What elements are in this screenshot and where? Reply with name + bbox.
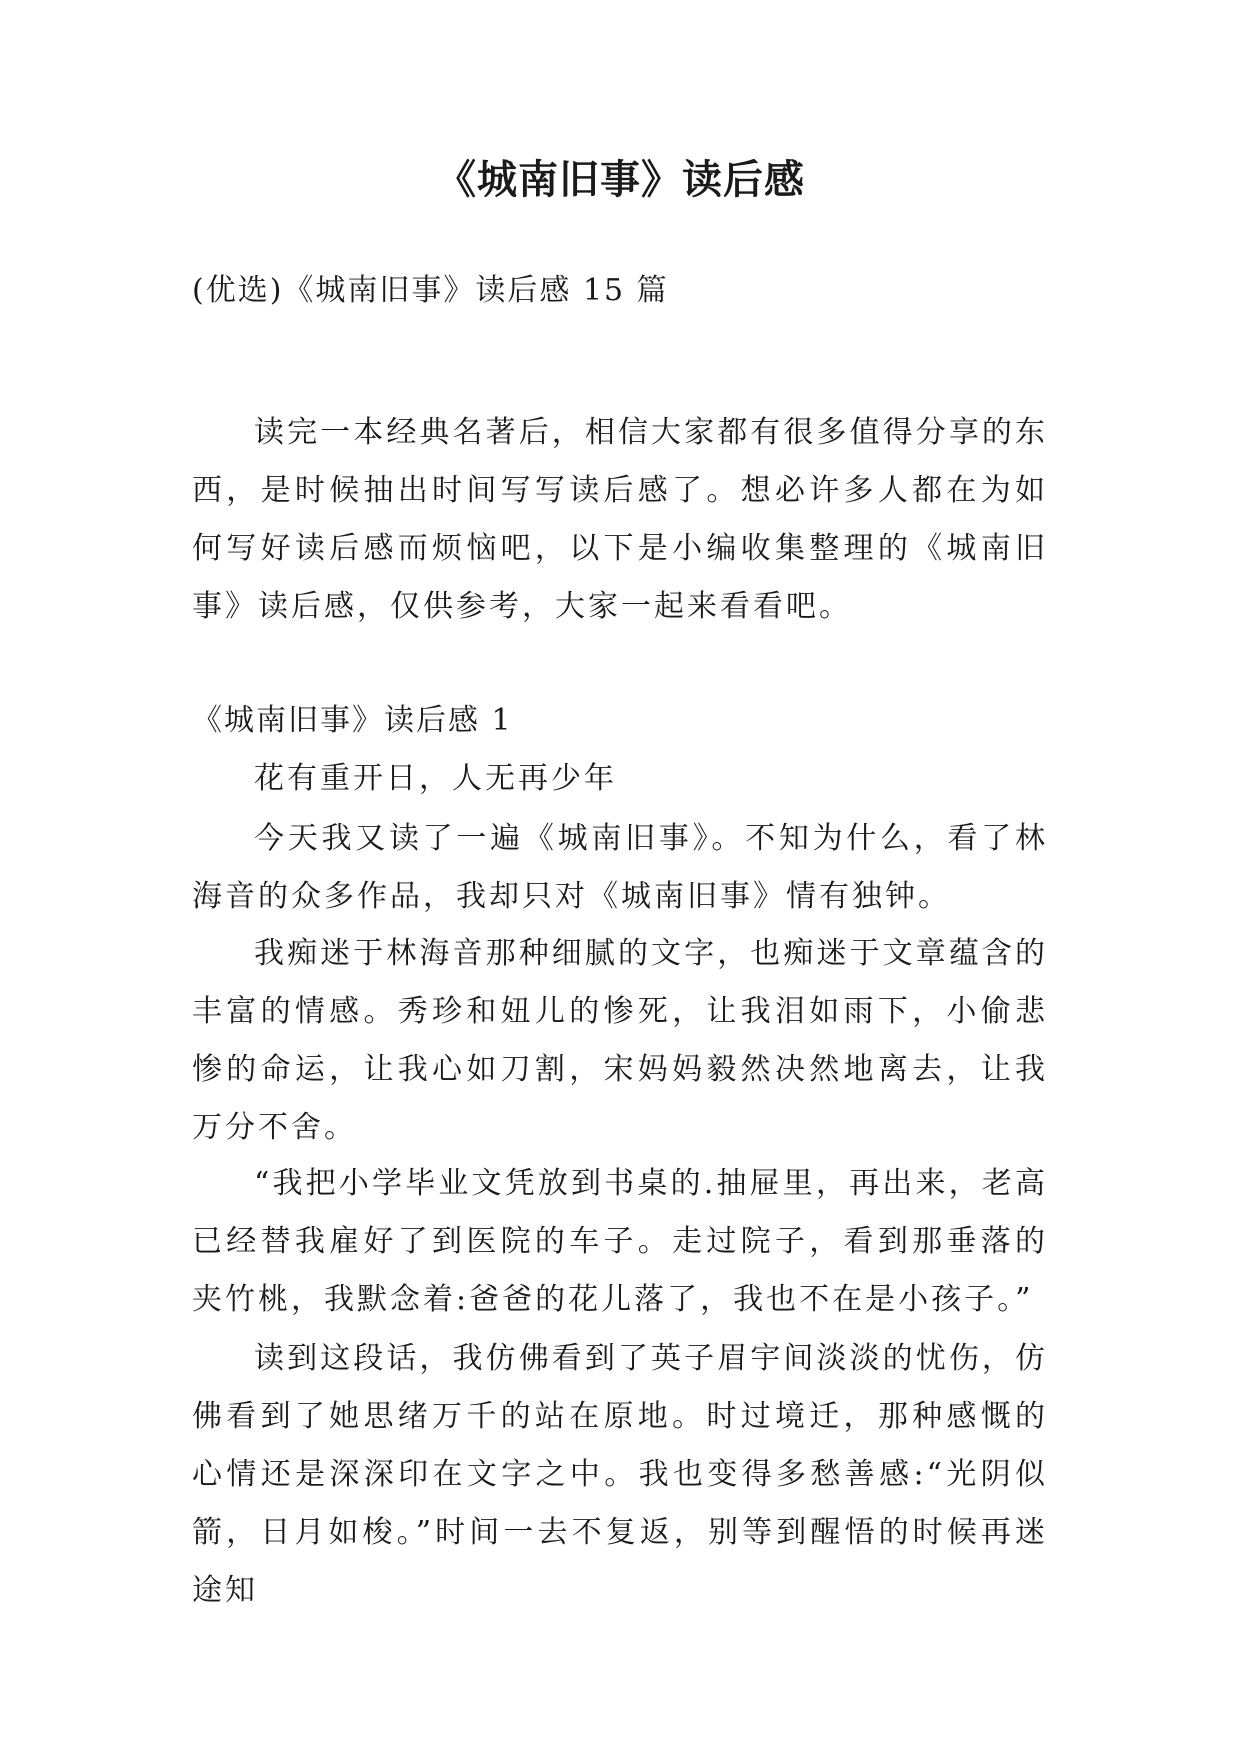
paragraph: 我痴迷于林海音那种细腻的文字，也痴迷于文章蕴含的丰富的情感。秀珍和妞儿的惨死，让我泪如雨下，小偷悲惨的命运，让我心如刀割，宋妈妈毅然决然地离去，让我万分不舍。	[192, 936, 1048, 1145]
section-heading: 《城南旧事》读后感 1	[192, 703, 513, 738]
document-subtitle: (优选)《城南旧事》读后感 15 篇	[192, 273, 669, 308]
paragraph-epigraph: 花有重开日，人无再少年	[254, 761, 617, 796]
document-title: 《城南旧事》读后感	[436, 157, 805, 203]
intro-paragraph: 读完一本经典名著后，相信大家都有很多值得分享的东西，是时候抽出时间写写读后感了。想必许多人都在为如何写好读后感而烦恼吧，以下是小编收集整理的《城南旧事》读后感，仅供参考，大家一起来看看吧。	[192, 415, 1048, 624]
paragraph: 读到这段话，我仿佛看到了英子眉宇间淡淡的忧伤，仿佛看到了她思绪万千的站在原地。时过境迁，那种感慨的心情还是深深印在文字之中。我也变得多愁善感:“光阴似箭，日月如梭。”时间一去不复返，别等到醒悟的时候再迷途知	[192, 1341, 1048, 1608]
paragraph: 今天我又读了一遍《城南旧事》。不知为什么，看了林海音的众多作品，我却只对《城南旧事》情有独钟。	[192, 821, 1048, 914]
paragraph-quote: “我把小学毕业文凭放到书桌的.抽屉里，再出来，老高已经替我雇好了到医院的车子。走过院子，看到那垂落的夹竹桃，我默念着:爸爸的花儿落了，我也不在是小孩子。”	[192, 1166, 1048, 1317]
